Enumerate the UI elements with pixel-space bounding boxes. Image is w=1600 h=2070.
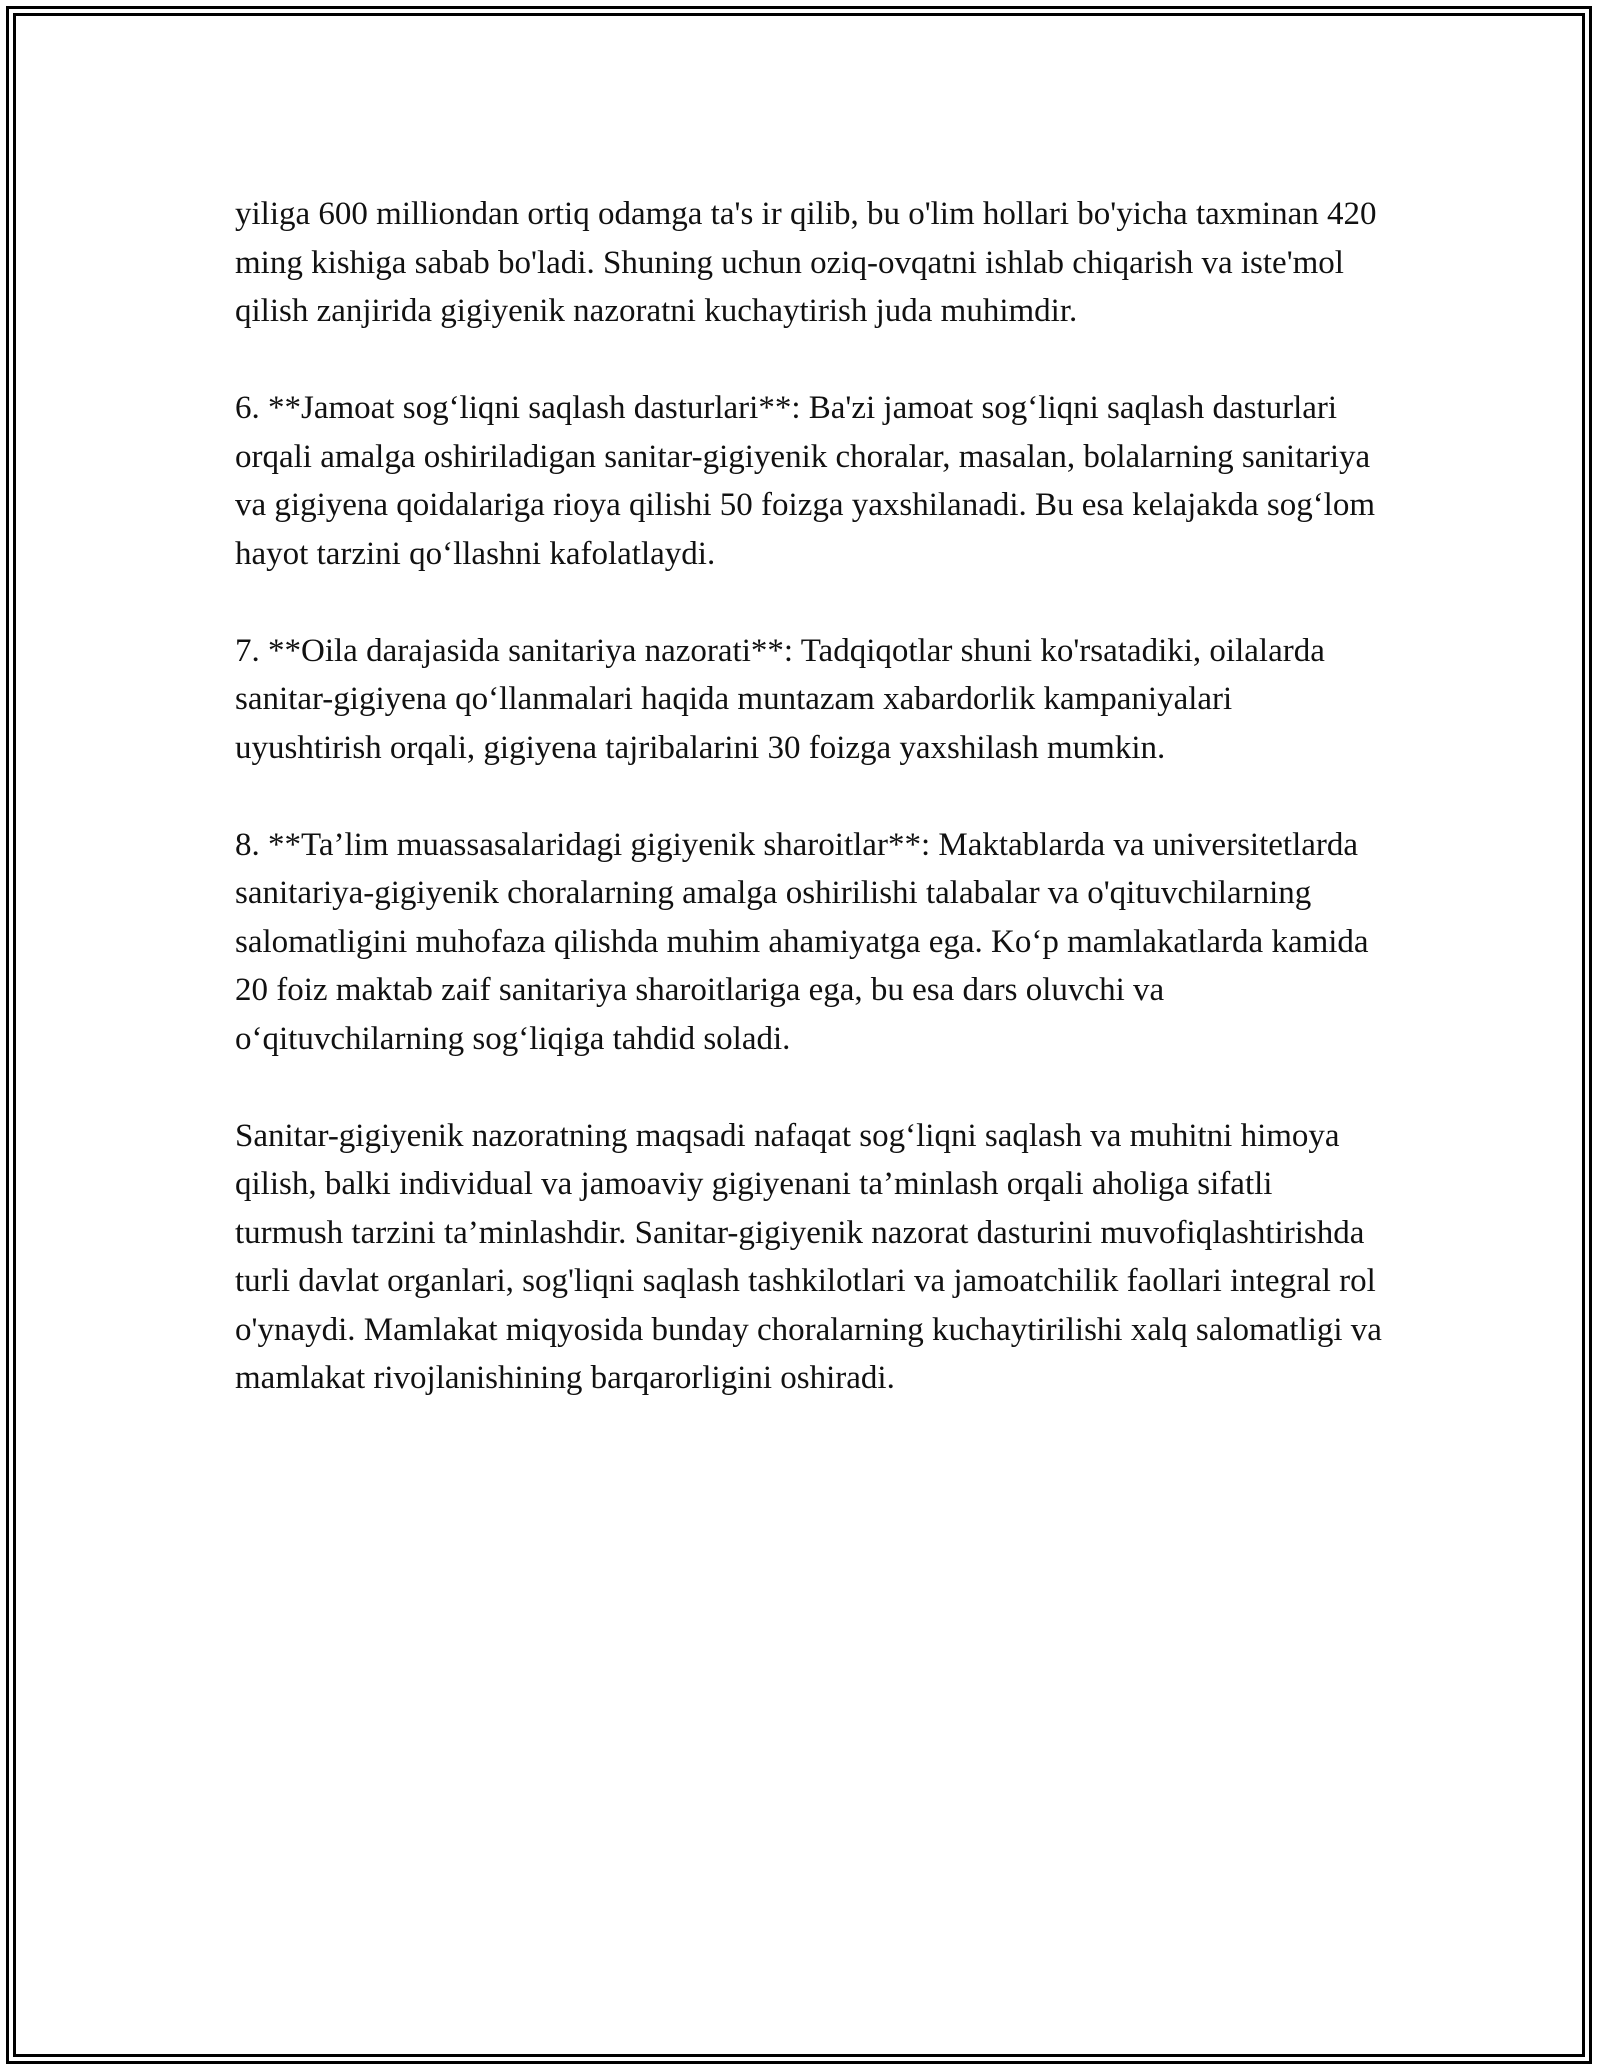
paragraph-item-6: 6. **Jamoat sog‘liqni saqlash dasturlari**: Ba'zi jamoat sog‘liqni saqlash dasturlari orqali amalga oshiriladigan sanitar-gigiyenik choralar, masalan, bolalarning sanitariya va gigiyena qoidalariga rioya qilishi 50 foizga yaxshilanadi. Bu esa kelajakda sog‘lom hayot tarzini qo‘llashni kafolatlaydi. xyxy=(235,390,1376,572)
paragraph-conclusion: Sanitar-gigiyenik nazoratning maqsadi nafaqat sog‘liqni saqlash va muhitni himoya qilish, balki individual va jamoaviy gigiyenani ta’minlash orqali aholiga sifatli turmush tarzini ta’minlashdir. Sanitar-gigiyenik nazorat dasturini muvofiqlashtirishda turli davlat organlari, sog'liqni saqlash tashkilotlari va jamoatchilik faollari integral rol o'ynaydi. Mamlakat miqyosida bunday choralarning kuchaytirilishi xalq salomatligi va mamlakat rivojlanishining barqarorligini oshiradi. xyxy=(235,1117,1382,1396)
paragraph-intro-continuation: yiliga 600 milliondan ortiq odamga ta's ir qilib, bu o'lim hollari bo'yicha taxminan 420 ming kishiga sabab bo'ladi. Shuning uchun oziq-ovqatni ishlab chiqarish va iste'mol qilish zanjirida gigiyenik nazoratni kuchaytirish juda muhimdir. xyxy=(235,196,1377,329)
paragraph-item-7: 7. **Oila darajasida sanitariya nazorati**: Tadqiqotlar shuni ko'rsatadiki, oilalarda sanitar-gigiyena qo‘llanmalari haqida muntazam xabardorlik kampaniyalari uyushtirish orqali, gigiyena tajribalarini 30 foizga yaxshilash mumkin. xyxy=(235,632,1325,766)
document-body xyxy=(235,190,1385,1403)
paragraph-item-8: 8. **Ta’lim muassasalaridagi gigiyenik sharoitlar**: Maktablarda va universitetlarda sanitariya-gigiyenik choralarning amalga oshirilishi talabalar va o'qituvchilarning salomatligini muhofaza qilishda muhim ahamiyatga ega. Ko‘p mamlakatlarda kamida 20 foiz maktab zaif sanitariya sharoitlariga ega, bu esa dars oluvchi va o‘qituvchilarning sog‘liqiga tahdid soladi. xyxy=(235,826,1369,1057)
